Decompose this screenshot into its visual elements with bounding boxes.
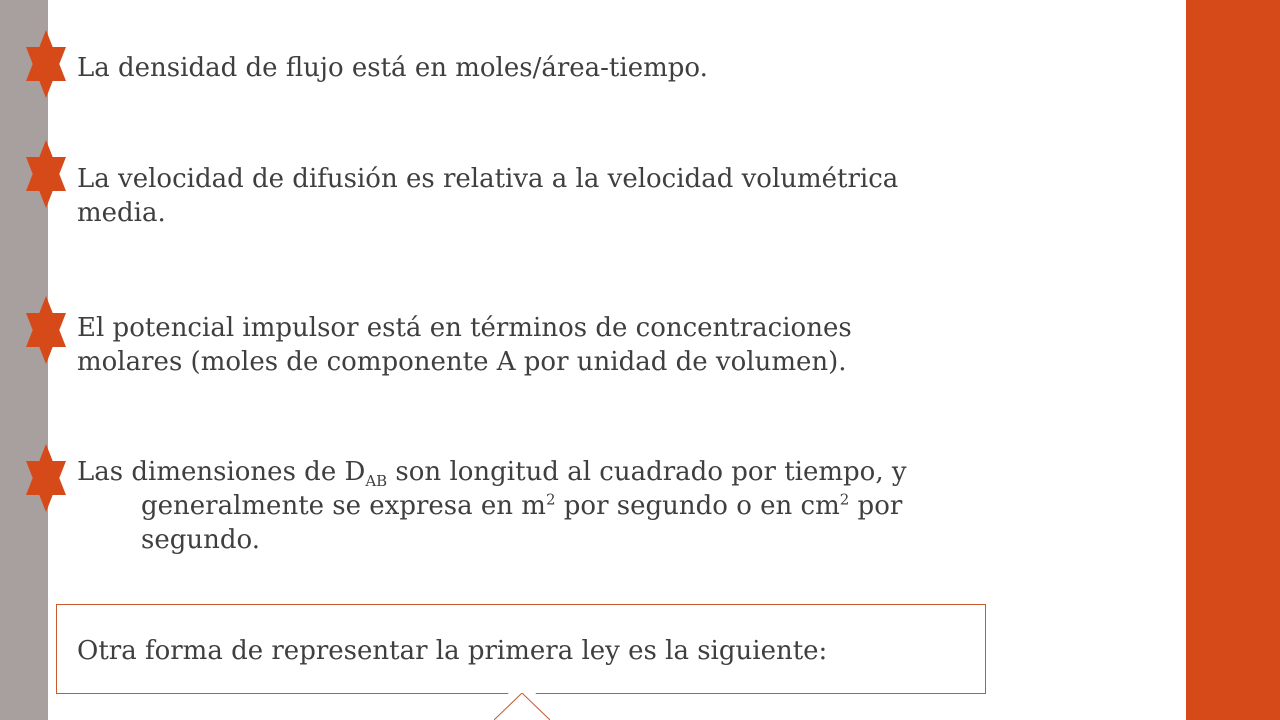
bullet-4-line-2 <box>77 489 907 523</box>
diffusivity-subscript: AB <box>365 472 388 491</box>
cm-squared-superscript: 2 <box>839 490 850 509</box>
bullet-4-text-a: Las dimensiones de D <box>77 457 366 487</box>
callout-pointer-icon <box>494 693 550 720</box>
bullet-4-line-3: segundo. <box>141 525 260 555</box>
bullet-4-text-c: generalmente se expresa en m <box>141 491 546 521</box>
bullet-4-text-d: por segundo o en cm <box>555 491 840 521</box>
bullet-text-driving-potential <box>77 311 852 379</box>
right-accent-bar <box>1186 0 1280 720</box>
callout-text: Otra forma de representar la primera ley es la siguiente: <box>77 636 828 666</box>
bullet-3-line-1: El potencial impulsor está en términos de concentraciones <box>77 313 852 343</box>
six-point-star-icon <box>26 296 66 364</box>
six-point-star-icon <box>26 140 66 208</box>
callout-box <box>56 604 986 694</box>
six-point-star-icon <box>26 444 66 512</box>
bullet-4-text-b: son longitud al cuadrado por tiempo, y <box>387 457 907 487</box>
six-point-star-icon <box>26 30 66 98</box>
bullet-text-flux-density <box>77 51 708 85</box>
bullet-2-line-1: La velocidad de difusión es relativa a la velocidad volumétrica <box>77 164 899 194</box>
bullet-text-dimensions <box>77 455 907 557</box>
bullet-2-line-2: media. <box>77 198 166 228</box>
bullet-text-diffusion-velocity <box>77 162 898 230</box>
bullet-4-line-1 <box>77 455 907 489</box>
bullet-3-line-2: molares (moles de componente A por unidad de volumen). <box>77 347 847 377</box>
m-squared-superscript: 2 <box>545 490 556 509</box>
bullet-4-text-e: por <box>849 491 903 521</box>
bullet-1-line: La densidad de flujo está en moles/área-tiempo. <box>77 53 708 83</box>
